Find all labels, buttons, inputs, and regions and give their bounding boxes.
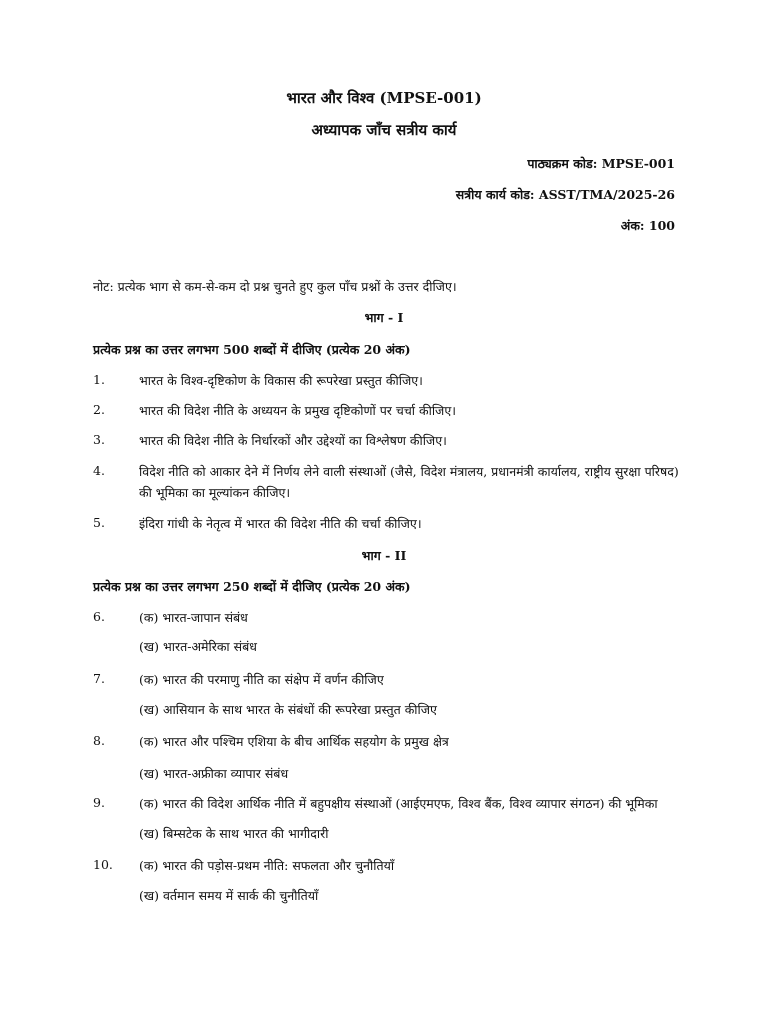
course-code: पाठ्यक्रम कोड: MPSE-001 — [527, 156, 675, 171]
question-part-a: (क) भारत और पश्चिम एशिया के बीच आर्थिक सहयोग के प्रमुख क्षेत्र — [139, 734, 449, 749]
part2-instruction: प्रत्येक प्रश्न का उत्तर लगभग 250 शब्दों में दीजिए (प्रत्येक 20 अंक) — [93, 579, 411, 594]
question-number: 5. — [93, 515, 105, 530]
question-text: विदेश नीति को आकार देने में निर्णय लेने वाली संस्थाओं (जैसे, विदेश मंत्रालय, प्रधानमंत्री कार्यालय, राष्ट्रीय सुरक्षा परिषद) की भूमिका का मूल्यांकन कीजिए। — [139, 464, 679, 500]
question-part-a: (क) भारत की पड़ोस-प्रथम नीति: सफलता और चुनौतियाँ — [139, 858, 395, 873]
question-part-a: (क) भारत की विदेश आर्थिक नीति में बहुपक्षीय संस्थाओं (आईएमएफ, विश्व बैंक, विश्व व्यापार संगठन) की भूमिका — [139, 796, 658, 811]
question-number: 9. — [93, 795, 105, 810]
part2-heading: भाग - II — [361, 548, 407, 563]
question-text: भारत की विदेश नीति के निर्धारकों और उद्देश्यों का विश्लेषण कीजिए। — [139, 433, 447, 448]
question-number: 8. — [93, 733, 105, 748]
question-part-a: (क) भारत-जापान संबंध — [139, 610, 248, 625]
instruction-note: नोट: प्रत्येक भाग से कम-से-कम दो प्रश्न चुनते हुए कुल पाँच प्रश्नों के उत्तर दीजिए। — [93, 279, 457, 294]
question-part-a: (क) भारत की परमाणु नीति का संक्षेप में वर्णन कीजिए — [139, 672, 384, 687]
question-number: 4. — [93, 463, 105, 478]
part1-heading: भाग - I — [364, 310, 404, 325]
question-text: भारत के विश्व-दृष्टिकोण के विकास की रूपरेखा प्रस्तुत कीजिए। — [139, 373, 423, 388]
question-number: 6. — [93, 609, 105, 624]
question-part-b: (ख) भारत-अमेरिका संबंध — [139, 639, 257, 654]
question-number: 1. — [93, 372, 105, 387]
assignment-code: सत्रीय कार्य कोड: ASST/TMA/2025-26 — [455, 187, 675, 202]
question-number: 2. — [93, 402, 105, 417]
part1-instruction: प्रत्येक प्रश्न का उत्तर लगभग 500 शब्दों में दीजिए (प्रत्येक 20 अंक) — [93, 342, 411, 357]
question-part-b: (ख) आसियान के साथ भारत के संबंधों की रूपरेखा प्रस्तुत कीजिए — [139, 702, 437, 717]
question-part-b: (ख) वर्तमान समय में सार्क की चुनौतियाँ — [139, 888, 319, 903]
document-subtitle: अध्यापक जाँच सत्रीय कार्य — [311, 121, 457, 139]
document-title: भारत और विश्व (MPSE-001) — [286, 89, 482, 107]
question-text: भारत की विदेश नीति के अध्ययन के प्रमुख दृष्टिकोणों पर चर्चा कीजिए। — [139, 403, 456, 418]
question-number: 3. — [93, 432, 105, 447]
total-marks: अंक: 100 — [620, 218, 675, 233]
question-text: इंदिरा गांधी के नेतृत्व में भारत की विदेश नीति की चर्चा कीजिए। — [139, 516, 422, 531]
question-part-b: (ख) भारत-अफ्रीका व्यापार संबंध — [139, 766, 289, 781]
question-number: 10. — [93, 857, 113, 872]
question-number: 7. — [93, 671, 105, 686]
question-part-b: (ख) बिम्सटेक के साथ भारत की भागीदारी — [139, 826, 329, 841]
